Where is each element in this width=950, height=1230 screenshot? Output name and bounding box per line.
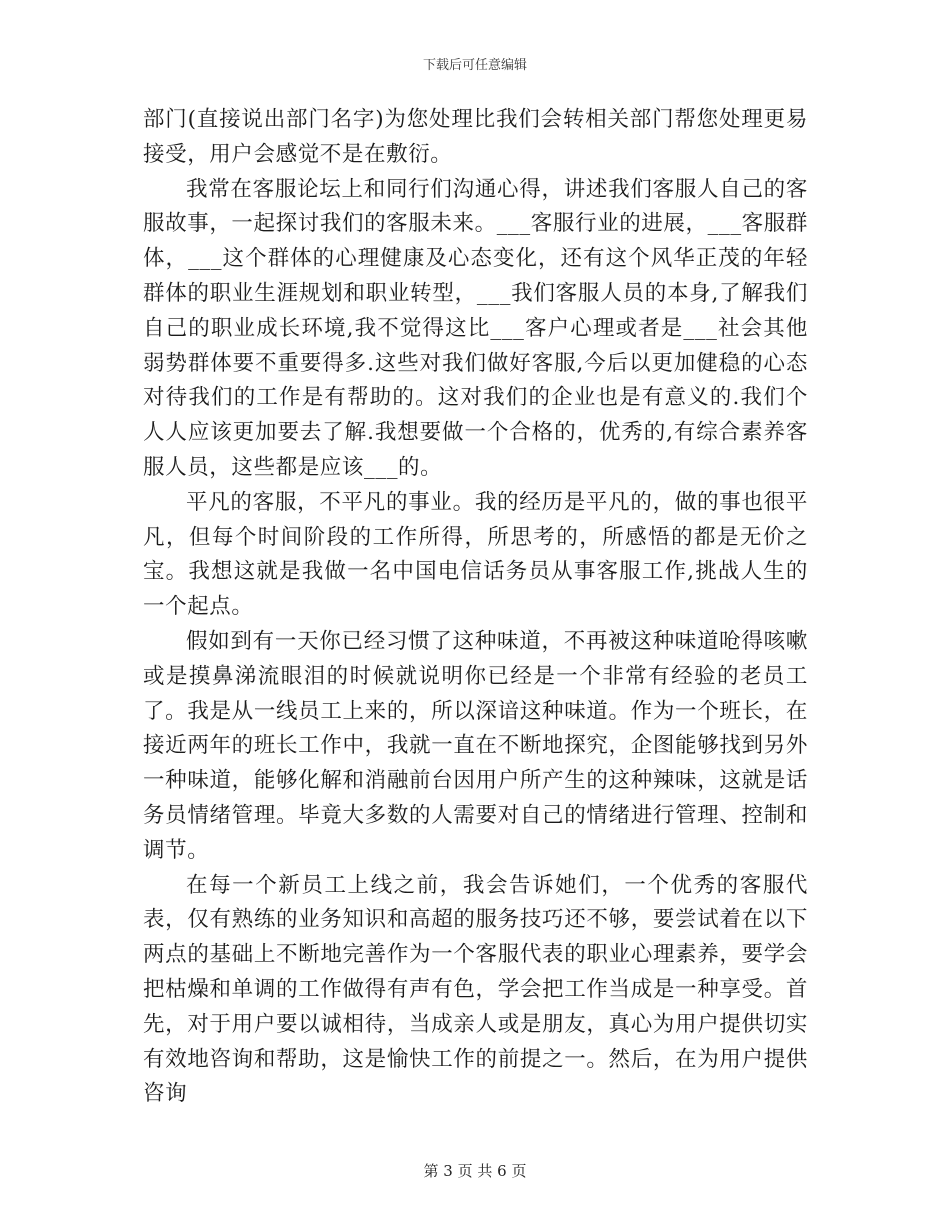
paragraph: 假如到有一天你已经习惯了这种味道，不再被这种味道呛得咳嗽或是摸鼻涕流眼泪的时候就说明你已经是一个非常有经验的老员工了。我是从一线员工上来的，所以深谙这种味道。作为一个班长，在接近两年的班长工作中，我就一直在不断地探究，企图能够找到另外一种味道，能够化解和消融前台因用户所产生的这种辣味，这就是话务员情绪管理。毕竟大多数的人需要对自己的情绪进行管理、控制和调节。 — [143, 628, 808, 863]
paragraph: 部门(直接说出部门名字)为您处理比我们会转相关部门帮您处理更易接受，用户会感觉不是在敷衍。 — [143, 107, 808, 167]
paragraph: 平凡的客服，不平凡的事业。我的经历是平凡的，做的事也很平凡，但每个时间阶段的工作所得，所思考的，所感悟的都是无价之宝。我想这就是我做一名中国电信话务员从事客服工作,挑战人生的一个起点。 — [143, 489, 808, 620]
body-text — [143, 103, 808, 1112]
header-note: 下载后可任意编辑 — [422, 58, 527, 73]
paragraph: 在每一个新员工上线之前，我会告诉她们，一个优秀的客服代表，仅有熟练的业务知识和高超的服务技巧还不够，要尝试着在以下两点的基础上不断地完善作为一个客服代表的职业心理素养，要学会把枯燥和单调的工作做得有声有色，学会把工作当成是一种享受。首先，对于用户要以诚相待，当成亲人或是朋友，真心为用户提供切实有效地咨询和帮助，这是愉快工作的前提之一。然后，在为用户提供咨询 — [143, 872, 808, 1107]
paragraph: 我常在客服论坛上和同行们沟通心得，讲述我们客服人自己的客服故事，一起探讨我们的客服未来。___客服行业的进展，___客服群体，___这个群体的心理健康及心态变化，还有这个风华正茂的年轻群体的职业生涯规划和职业转型，___我们客服人员的本身,了解我们自己的职业成长环境,我不觉得这比___客户心理或者是___社会其他弱势群体要不重要得多.这些对我们做好客服,今后以更加健稳的心态对待我们的工作是有帮助的。这对我们的企业也是有意义的.我们个人人应该更加要去了解.我想要做一个合格的，优秀的,有综合素养客服人员，这些都是应该___的。 — [143, 176, 808, 480]
page-number: 第 3 页 共 6 页 — [423, 1162, 527, 1180]
